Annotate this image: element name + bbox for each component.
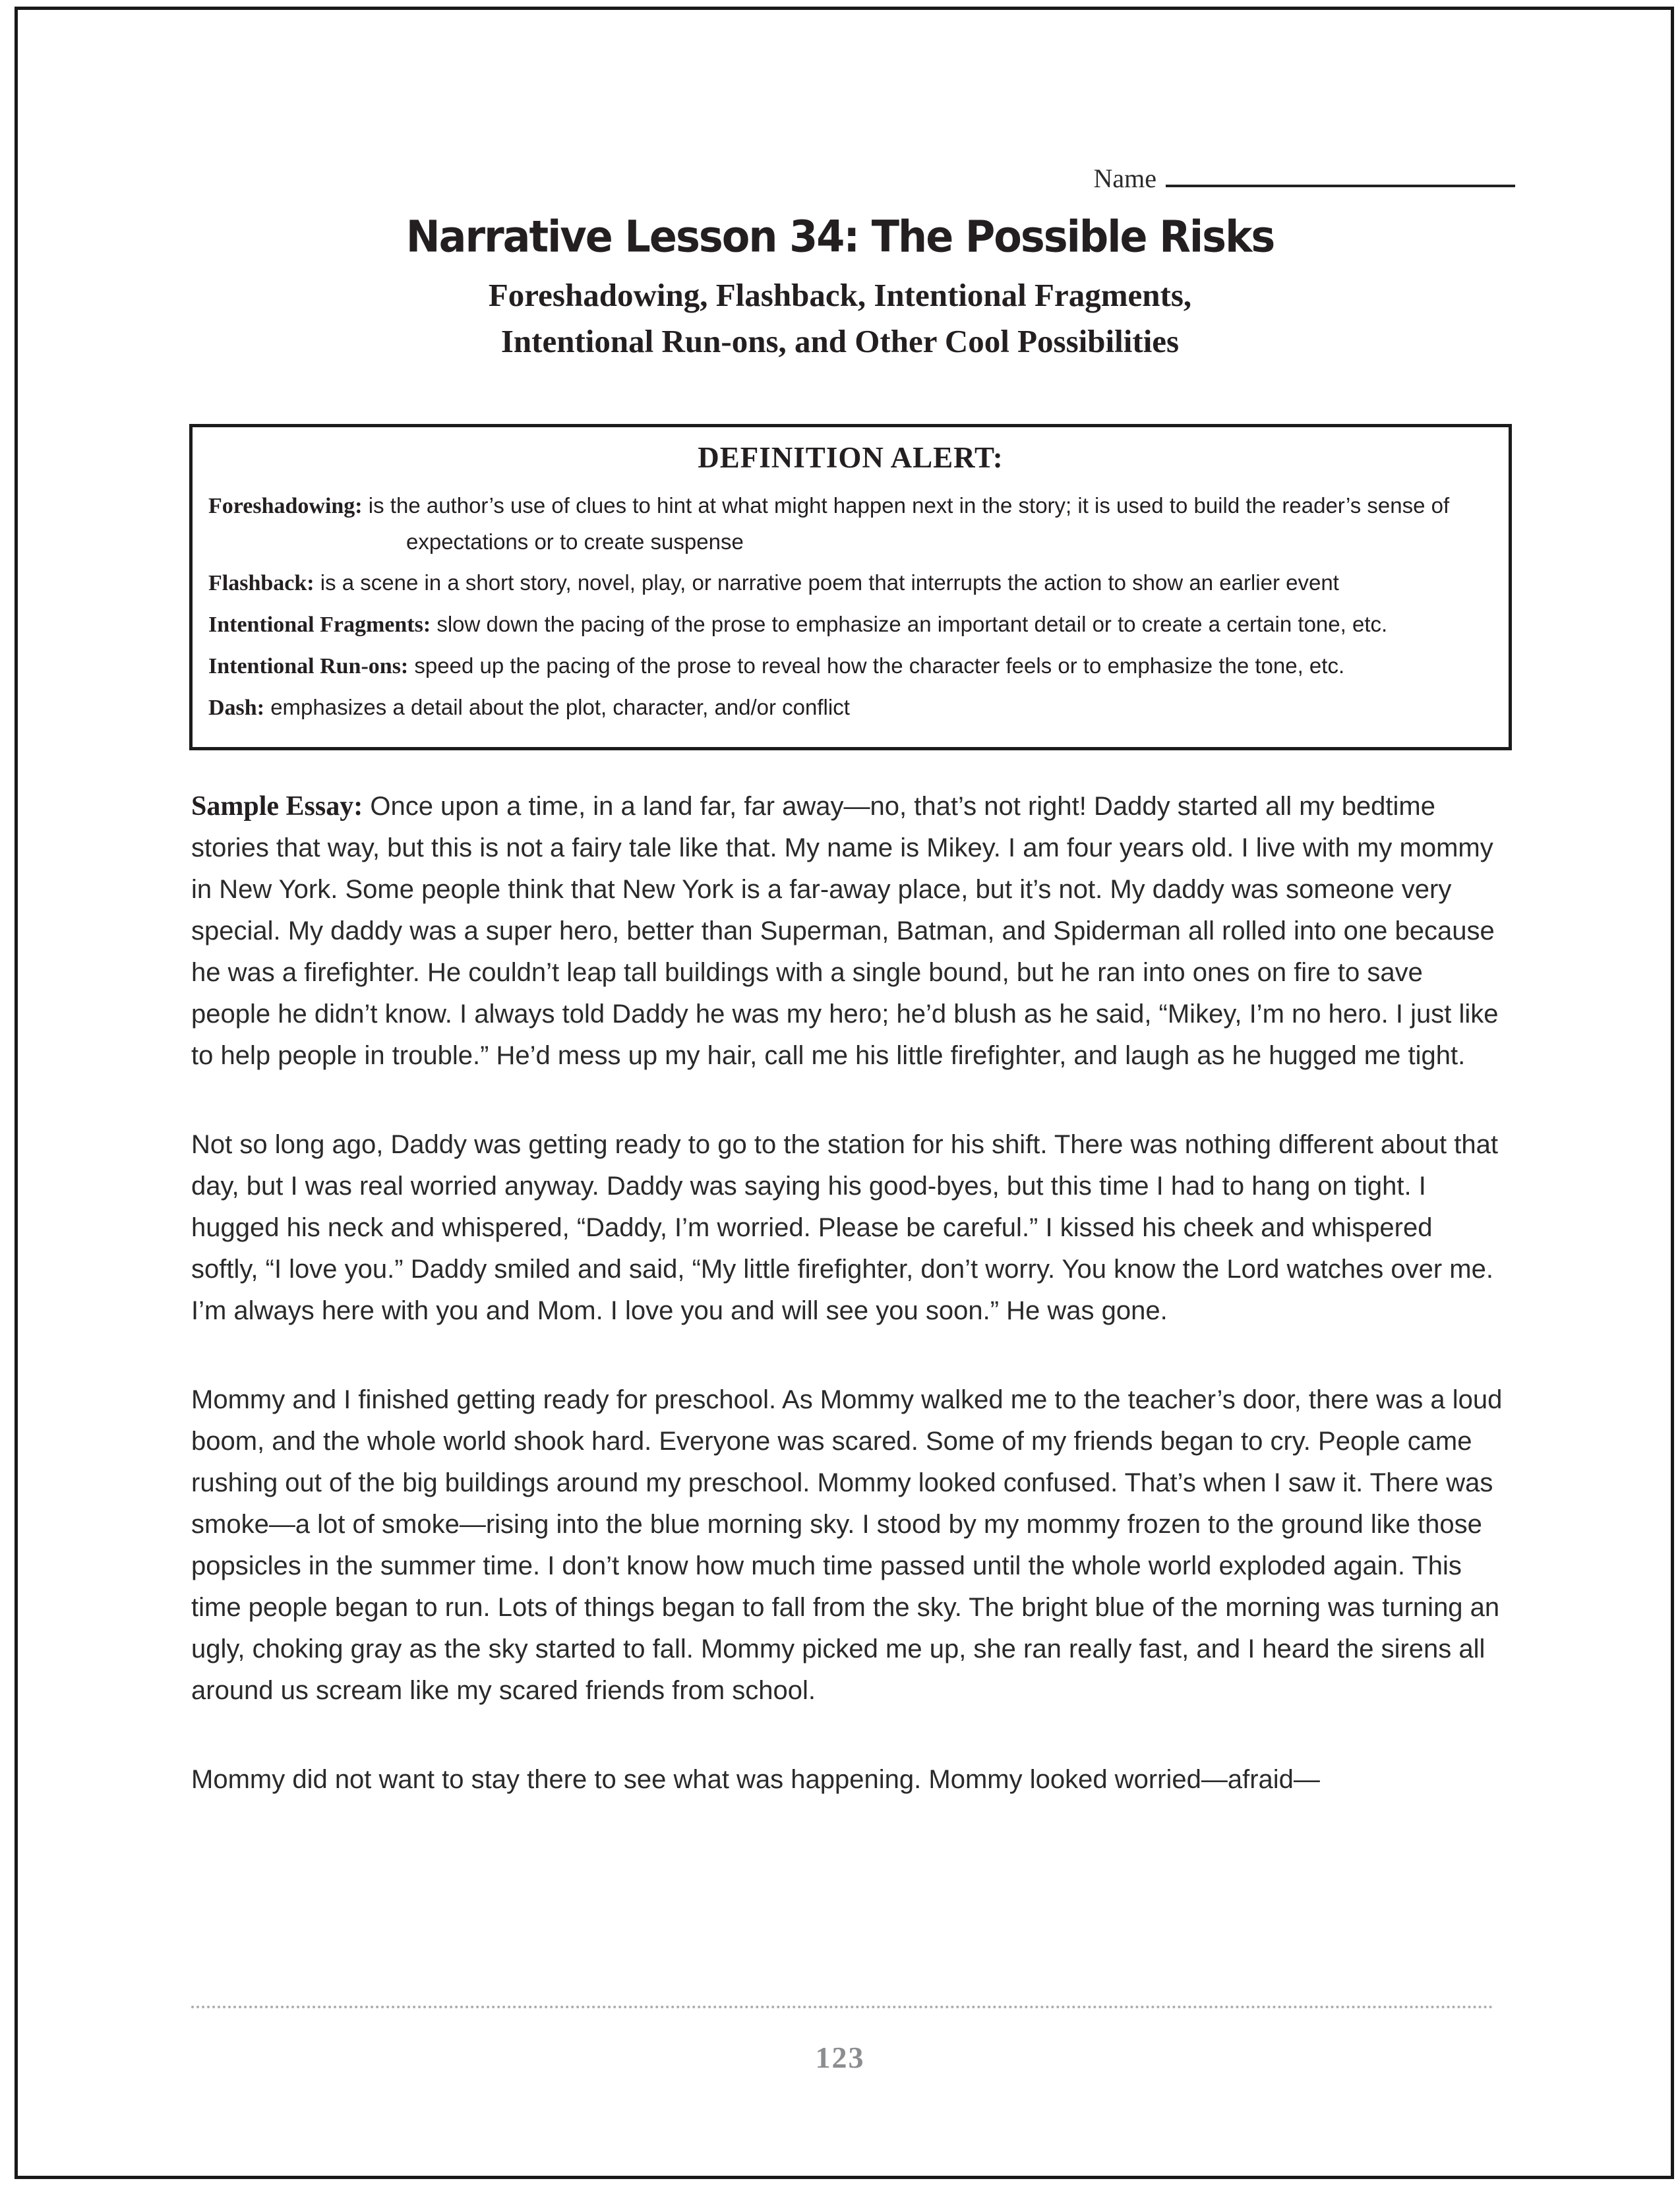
name-label: Name — [1093, 164, 1156, 193]
definition-text: is the author’s use of clues to hint at what might happen next in the story; it is used to build the reader’s sense of expectations or to create suspense — [368, 493, 1450, 554]
lesson-header — [0, 212, 1680, 364]
definition-text: slow down the pacing of the prose to emphasize an important detail or to create a certain tone, etc. — [436, 611, 1388, 636]
essay-paragraph-1 — [191, 786, 1505, 1077]
essay-paragraph-2: Not so long ago, Daddy was getting ready to go to the station for his shift. There was nothing different about that day, but I was real worried anyway. Daddy was saying his good-byes, but this time I had to hang on tight. I hugged his neck and whispered, “Daddy, I’m worried. Please be careful.” I kissed his cheek and whispered softly, “I love you.” Daddy smiled and said, “My little firefighter, don’t worry. You know the Lord watches over me. I’m always here with you and Mom. I love you and will see you soon.” He was gone. — [191, 1130, 1498, 1325]
definition-entry-foreshadowing — [208, 488, 1493, 560]
definition-term: Intentional Fragments: — [208, 612, 431, 637]
definition-alert-box — [189, 424, 1512, 750]
definition-term: Dash: — [208, 695, 265, 720]
subtitle-line-1: Foreshadowing, Flashback, Intentional Fragments, — [488, 277, 1192, 313]
subtitle-line-2: Intentional Run-ons, and Other Cool Possibilities — [500, 322, 1180, 359]
name-row — [1093, 156, 1515, 194]
footer-separator — [191, 2006, 1493, 2008]
definition-entry-flashback — [208, 565, 1493, 601]
definition-entry-dash — [208, 690, 1493, 726]
definition-text: is a scene in a short story, novel, play, or narrative poem that interrupts the action to show an earlier event — [320, 570, 1339, 595]
essay-lead-label: Sample Essay: — [191, 791, 363, 822]
page-number: 123 — [815, 2041, 865, 2074]
definition-alert-heading: DEFINITION ALERT: — [698, 441, 1004, 474]
definition-entry-intentional-run-ons — [208, 648, 1493, 684]
definition-term: Foreshadowing: — [208, 494, 363, 518]
sample-essay — [191, 786, 1505, 1848]
essay-paragraph-3: Mommy and I finished getting ready for preschool. As Mommy walked me to the teacher’s door, there was a loud boom, and the whole world shook hard. Everyone was scared. Some of my friends began to cry. People came rushing out of the big buildings around my preschool. Mommy looked confused. That’s when I saw it. There was smoke—a lot of smoke—rising into the blue morning sky. I stood by my mommy frozen to the ground like those popsicles in the summer time. I don’t know how much time passed until the whole world exploded again. This time people began to run. Lots of things began to fall from the sky. The bright blue of the morning was turning an ugly, choking gray as the sky started to fall. Mommy picked me up, she ran really fast, and I heard the sirens all around us scream like my scared friends from school. — [191, 1385, 1503, 1705]
definition-entry-intentional-fragments — [208, 607, 1493, 643]
essay-paragraph-1-text: Once upon a time, in a land far, far away—no, that’s not right! Daddy started all my bedtime stories that way, but this is not a fairy tale like that. My name is Mikey. I am four years old. I live with my mommy in New York. Some people think that New York is a far-away place, but it’s not. My daddy was someone very special. My daddy was a super hero, better than Superman, Batman, and Spiderman all rolled into one because he was a firefighter. He couldn’t leap tall buildings with a single bound, but he ran into ones on fire to save people he didn’t know. I always told Daddy he was my hero; he’d blush as he said, “Mikey, I’m no hero. I just like to help people in trouble.” He’d mess up my hair, call me his little firefighter, and laugh as he hugged me tight. — [191, 792, 1499, 1070]
essay-paragraph-4: Mommy did not want to stay there to see what was happening. Mommy looked worried—afraid— — [191, 1765, 1320, 1794]
definition-text: emphasizes a detail about the plot, character, and/or conflict — [270, 694, 850, 719]
definition-text: speed up the pacing of the prose to reveal how the character feels or to emphasize the tone, etc. — [414, 653, 1345, 678]
lesson-title: Narrative Lesson 34: The Possible Risks — [405, 210, 1275, 262]
definition-term: Flashback: — [208, 570, 315, 595]
name-blank-line — [1166, 156, 1515, 187]
definition-term: Intentional Run-ons: — [208, 653, 409, 678]
